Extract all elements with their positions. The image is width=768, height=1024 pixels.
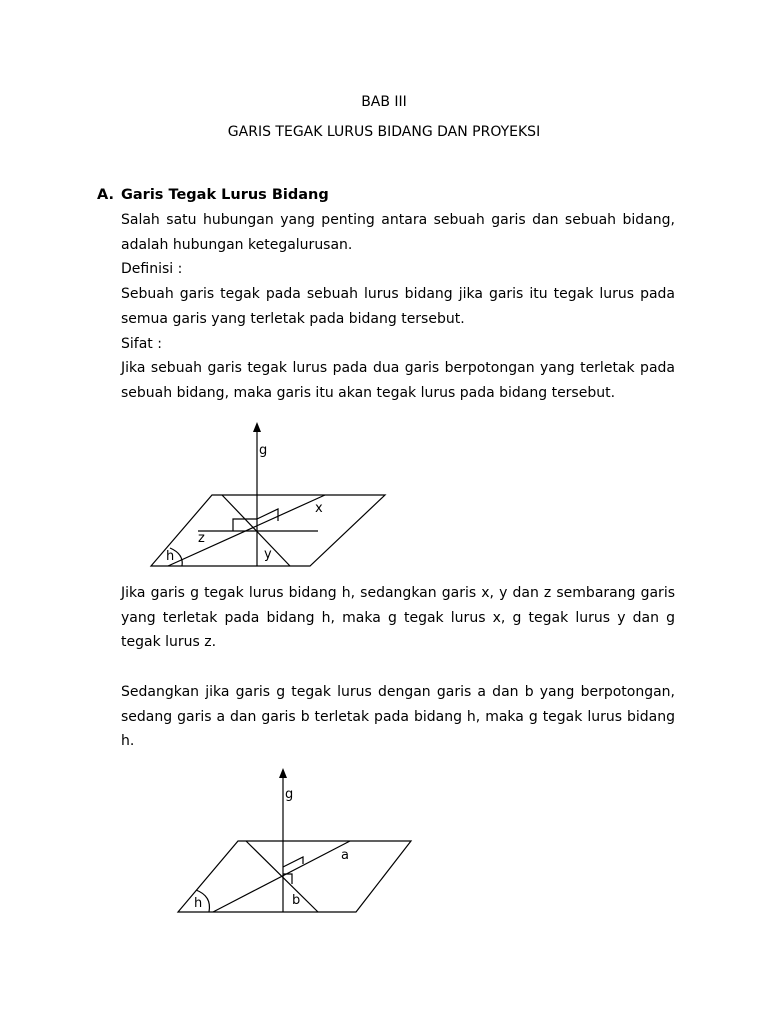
figure-plane-ab [170,764,420,916]
arrow-head-g [253,422,261,432]
label-a: a [341,848,349,863]
paragraph-2: Jika garis g tegak lurus bidang h, sedangkan garis x, y dan z sembarang garis yang terletak pada bidang h, maka g tegak lurus x, g tegak lurus y dan g tegak lurus z. [121,585,675,651]
section-heading [97,187,329,203]
label-b: b [292,893,301,908]
right-angle-mark-2 [257,509,278,521]
label-g: g [285,787,294,802]
label-g: g [259,443,268,458]
section-title: Garis Tegak Lurus Bidang [121,187,329,203]
label-y: y [264,547,272,562]
arrow-head-g [279,768,287,778]
sifat-text: Jika sebuah garis tegak lurus pada dua garis berpotongan yang terletak pada sebuah bidang, maka garis itu akan tegak lurus pada bidang tersebut. [121,360,675,401]
chapter-title: GARIS TEGAK LURUS BIDANG DAN PROYEKSI [227,124,541,140]
section-letter: A. [97,187,114,203]
right-angle-mark-1 [233,519,257,531]
definisi-text: Sebuah garis tegak pada sebuah lurus bidang jika garis itu tegak lurus pada semua garis yang terletak pada bidang tersebut. [121,286,675,327]
definisi-label: Definisi : [121,261,183,278]
label-h: h [166,549,175,564]
label-x: x [315,501,323,516]
figure-plane-xyz [140,418,400,574]
intro-paragraph: Salah satu hubungan yang penting antara sebuah garis dan sebuah bidang, adalah hubungan ketegalurusan. [121,212,675,253]
label-z: z [198,531,205,546]
intro-block [121,208,675,406]
chapter-heading: BAB III [361,94,407,110]
sifat-label: Sifat : [121,335,162,352]
line-b [246,841,318,912]
label-h: h [194,896,203,911]
paragraph-3: Sedangkan jika garis g tegak lurus dengan garis a dan b yang berpotongan, sedang garis a dan garis b terletak pada bidang h, maka g tegak lurus bidang h. [121,684,675,750]
right-angle-mark-1 [283,857,303,867]
